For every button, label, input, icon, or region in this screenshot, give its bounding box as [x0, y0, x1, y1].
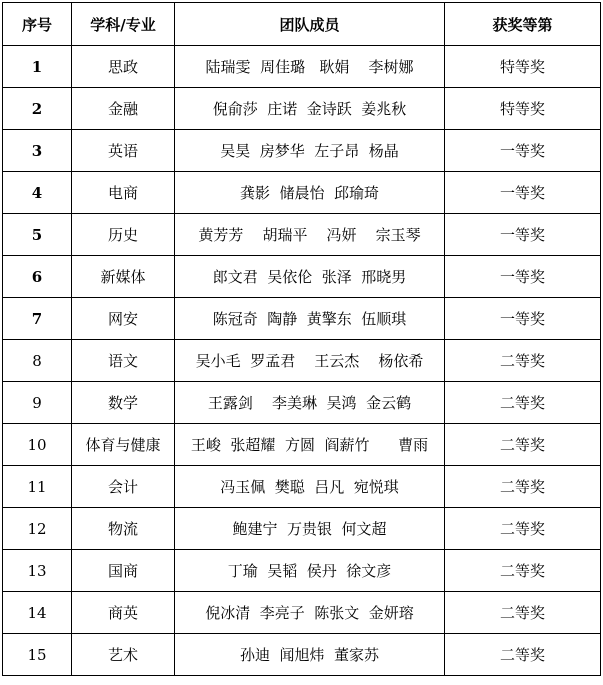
cell-seq: 12: [3, 508, 72, 550]
cell-subject: 金融: [72, 88, 175, 130]
cell-subject: 会计: [72, 466, 175, 508]
cell-team: 倪冰清 李亮子 陈张文 金妍瑢: [175, 592, 445, 634]
cell-subject: 语文: [72, 340, 175, 382]
table-row: [3, 424, 601, 466]
cell-subject: 英语: [72, 130, 175, 172]
cell-seq: 14: [3, 592, 72, 634]
cell-team: 孙迪 闻旭炜 董家苏: [175, 634, 445, 676]
header-team: 团队成员: [175, 3, 445, 46]
cell-award: 特等奖: [445, 46, 601, 88]
cell-award: 二等奖: [445, 550, 601, 592]
cell-award: 二等奖: [445, 340, 601, 382]
cell-seq: 2: [3, 88, 72, 130]
cell-subject: 体育与健康: [72, 424, 175, 466]
cell-award: 一等奖: [445, 130, 601, 172]
cell-seq: 11: [3, 466, 72, 508]
cell-team: 鲍建宁 万贵银 何文超: [175, 508, 445, 550]
cell-team: 吴昊 房梦华 左子昂 杨晶: [175, 130, 445, 172]
cell-subject: 艺术: [72, 634, 175, 676]
cell-subject: 国商: [72, 550, 175, 592]
cell-team: 王露剑 李美琳 吴鸿 金云鹤: [175, 382, 445, 424]
cell-award: 二等奖: [445, 634, 601, 676]
awards-table: [2, 2, 601, 676]
cell-seq: 9: [3, 382, 72, 424]
cell-team: 陈冠奇 陶静 黄擎东 伍顺琪: [175, 298, 445, 340]
table-row: [3, 88, 601, 130]
cell-seq: 8: [3, 340, 72, 382]
cell-award: 一等奖: [445, 214, 601, 256]
cell-team: 陆瑞雯 周佳璐 耿娟 李树娜: [175, 46, 445, 88]
cell-subject: 思政: [72, 46, 175, 88]
cell-subject: 网安: [72, 298, 175, 340]
cell-seq: 10: [3, 424, 72, 466]
cell-team: 吴小毛 罗孟君 王云杰 杨依希: [175, 340, 445, 382]
cell-subject: 物流: [72, 508, 175, 550]
cell-subject: 数学: [72, 382, 175, 424]
cell-seq: 3: [3, 130, 72, 172]
table-row: [3, 508, 601, 550]
cell-seq: 5: [3, 214, 72, 256]
table-row: [3, 172, 601, 214]
cell-team: 丁瑜 吴韬 侯丹 徐文彦: [175, 550, 445, 592]
header-seq: 序号: [3, 3, 72, 46]
cell-team: 郎文君 吴依伦 张泽 邢晓男: [175, 256, 445, 298]
table-row: [3, 256, 601, 298]
table-row: [3, 592, 601, 634]
cell-seq: 4: [3, 172, 72, 214]
cell-seq: 7: [3, 298, 72, 340]
cell-seq: 6: [3, 256, 72, 298]
table-row: [3, 550, 601, 592]
cell-seq: 15: [3, 634, 72, 676]
table-row: [3, 466, 601, 508]
cell-team: 王峻 张超耀 方圆 阎薪竹 曹雨: [175, 424, 445, 466]
table-row: [3, 340, 601, 382]
cell-award: 二等奖: [445, 382, 601, 424]
table-row: [3, 130, 601, 172]
cell-team: 黄芳芳 胡瑞平 冯妍 宗玉琴: [175, 214, 445, 256]
cell-award: 二等奖: [445, 508, 601, 550]
cell-subject: 商英: [72, 592, 175, 634]
cell-team: 冯玉佩 樊聪 吕凡 宛悦琪: [175, 466, 445, 508]
table-row: [3, 382, 601, 424]
table-row: [3, 46, 601, 88]
table-body: [3, 46, 601, 676]
cell-team: 龚影 储晨怡 邱瑜琦: [175, 172, 445, 214]
cell-award: 二等奖: [445, 424, 601, 466]
cell-award: 一等奖: [445, 172, 601, 214]
header-subject: 学科/专业: [72, 3, 175, 46]
cell-seq: 1: [3, 46, 72, 88]
cell-subject: 新媒体: [72, 256, 175, 298]
table-row: [3, 298, 601, 340]
table-row: [3, 634, 601, 676]
cell-award: 特等奖: [445, 88, 601, 130]
cell-seq: 13: [3, 550, 72, 592]
cell-team: 倪俞莎 庄诺 金诗跃 姜兆秋: [175, 88, 445, 130]
table-row: [3, 214, 601, 256]
cell-award: 二等奖: [445, 592, 601, 634]
table-header: [3, 3, 601, 46]
cell-award: 一等奖: [445, 256, 601, 298]
cell-award: 二等奖: [445, 466, 601, 508]
header-row: [3, 3, 601, 46]
cell-subject: 电商: [72, 172, 175, 214]
cell-subject: 历史: [72, 214, 175, 256]
cell-award: 一等奖: [445, 298, 601, 340]
header-award: 获奖等第: [445, 3, 601, 46]
